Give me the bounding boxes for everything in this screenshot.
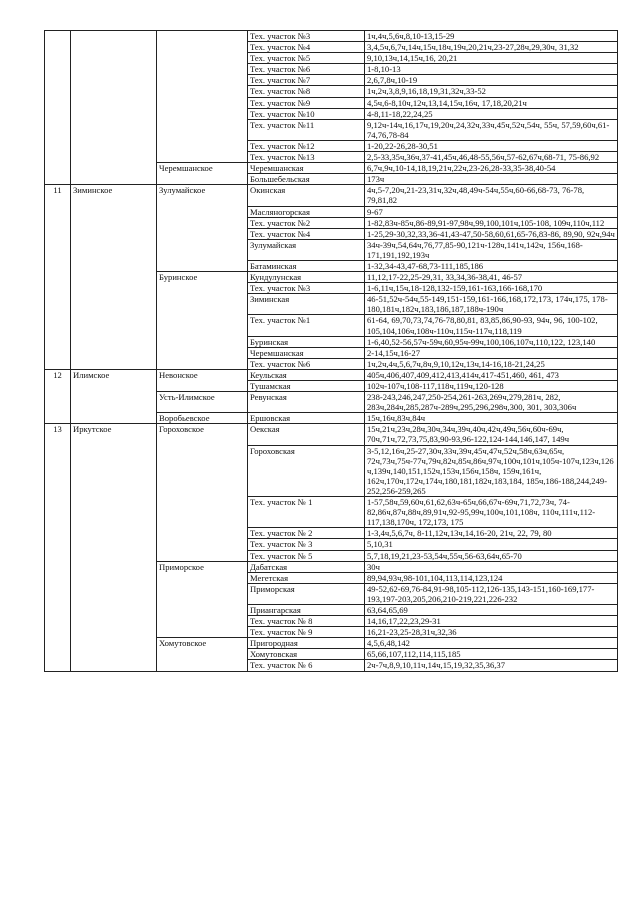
section-cell: Большебельская [248, 174, 365, 185]
forestry-cell: Черемшанское [157, 163, 248, 185]
quarters-cell: 1ч,4ч,5,6ч,8,10-13,15-29 [365, 31, 618, 42]
section-cell: Приморская [248, 583, 365, 604]
quarters-cell: 2ч-7ч,8,9,10,11ч,14ч,15,19,32,35,36,37 [365, 660, 618, 671]
quarters-cell: 5,10,31 [365, 539, 618, 550]
section-cell: Масляногорская [248, 206, 365, 217]
district-cell [71, 31, 157, 185]
quarters-cell: 30ч [365, 561, 618, 572]
section-cell: Дабатская [248, 561, 365, 572]
row-number-cell: 13 [45, 424, 71, 671]
section-cell: Тех. участок № 8 [248, 616, 365, 627]
quarters-cell: 2,5-33,35ч,36ч,37-41,45ч,46,48-55,56ч,57-62,67ч,68-71, 75-86,92 [365, 152, 618, 163]
section-cell: Хомутовская [248, 649, 365, 660]
quarters-cell: 89,94,93ч,98-101,104,113,114,123,124 [365, 572, 618, 583]
quarters-cell: 61-64, 69,70,73,74,76-78,80,81, 83,85,86,90-93, 94ч, 96, 100-102, 105,104,106ч,108ч-110ч,115ч-117ч,118,119 [365, 315, 618, 336]
section-cell: Тех. участок № 6 [248, 660, 365, 671]
forestry-cell: Хомутовское [157, 638, 248, 671]
quarters-cell: 49-52,62-69,76-84,91-98,105-112,126-135,143-151,160-169,177-193,197-203,205,206,210-219,221,226-232 [365, 583, 618, 604]
section-cell: Тех. участок №6 [248, 358, 365, 369]
forestry-cell: Усть-Илимское [157, 392, 248, 413]
section-cell: Тех. участок №4 [248, 228, 365, 239]
forestry-cell: Воробьевское [157, 413, 248, 424]
section-cell: Тех. участок №11 [248, 119, 365, 140]
quarters-cell: 46-51,52ч-54ч,55-149,151-159,161-166,168,172,173, 174ч,175, 178-180,181ч,182ч,183,186,187,188ч-190ч [365, 294, 618, 315]
quarters-cell: 1-20,22-26,28-30,51 [365, 140, 618, 151]
table-row [45, 31, 618, 42]
forestry-cell: Невонское [157, 369, 248, 391]
section-cell: Тех. участок № 5 [248, 550, 365, 561]
section-cell: Тех. участок №13 [248, 152, 365, 163]
forest-quarters-table [44, 30, 618, 672]
section-cell: Тех. участок №2 [248, 217, 365, 228]
quarters-cell: 16,21-23,25-28,31ч,32,36 [365, 627, 618, 638]
section-cell: Тех. участок № 3 [248, 539, 365, 550]
quarters-cell: 1ч,2ч,3,8,9,16,18,19,31,32ч,33-52 [365, 86, 618, 97]
forestry-cell: Буринское [157, 272, 248, 370]
section-cell: Тех. участок №7 [248, 75, 365, 86]
quarters-cell: 1-32,34-43,47-68,73-111,185,186 [365, 260, 618, 271]
forestry-cell: Приморское [157, 561, 248, 638]
district-cell: Зиминское [71, 185, 157, 370]
quarters-cell: 3,4,5ч,6,7ч,14ч,15ч,18ч,19ч,20,21ч,23-27,28ч,29,30ч, 31,32 [365, 42, 618, 53]
section-cell: Тех. участок №9 [248, 97, 365, 108]
section-cell: Батаминская [248, 260, 365, 271]
quarters-cell: 65,66,107,112,114,115,185 [365, 649, 618, 660]
quarters-cell: 9,12ч-14ч,16,17ч,19,20ч,24,32ч,33ч,45ч,52ч,54ч, 55ч, 57,59,60ч,61-74,76,78-84 [365, 119, 618, 140]
forestry-cell: Гороховское [157, 424, 248, 561]
quarters-cell: 14,16,17,22,23,29-31 [365, 616, 618, 627]
quarters-cell: 34ч-39ч,54,64ч,76,77,85-90,121ч-128ч,141ч,142ч, 156ч,168-171,191,192,193ч [365, 239, 618, 260]
section-cell: Тушамская [248, 381, 365, 392]
section-cell: Кундулунская [248, 272, 365, 283]
section-cell: Ревунская [248, 392, 365, 413]
quarters-cell: 2-14,15ч,16-27 [365, 347, 618, 358]
section-cell: Тех. участок №8 [248, 86, 365, 97]
district-cell: Илимское [71, 369, 157, 423]
table-row [45, 424, 618, 445]
section-cell: Тех. участок №5 [248, 53, 365, 64]
quarters-cell: 1-6,40,52-56,57ч-59ч,60,95ч-99ч,100,106,107ч,110,122, 123,140 [365, 336, 618, 347]
section-cell: Зулумайская [248, 239, 365, 260]
section-cell: Тех. участок №12 [248, 140, 365, 151]
row-number-cell [45, 31, 71, 185]
section-cell: Кеульская [248, 369, 365, 380]
quarters-cell: 4,5ч,6-8,10ч,12ч,13,14,15ч,16ч, 17,18,20,21ч [365, 97, 618, 108]
quarters-cell: 1-8,10-13 [365, 64, 618, 75]
quarters-cell: 1-57,58ч,59,60ч,61,62,63ч-65ч,66,67ч-69ч,71,72,73ч, 74-82,86ч,87ч,88ч,89,91ч,92-95,99ч,100ч,101,108ч, 110ч,111ч,112-117,138,170ч, 172,173, 175 [365, 497, 618, 528]
quarters-cell: 1-25,29-30,32,33,36-41,43-47,50-58,60,61,65-76,83-86, 89,90, 92ч,94ч [365, 228, 618, 239]
quarters-cell: 1ч,2ч,4ч,5,6,7ч,8ч,9,10,12ч,13ч,14-16,18-21,24,25 [365, 358, 618, 369]
section-cell: Тех. участок №10 [248, 108, 365, 119]
quarters-cell: 1-6,11ч,15ч,18-128,132-159,161-163,166-168,170 [365, 283, 618, 294]
row-number-cell: 12 [45, 369, 71, 423]
forestry-cell [157, 31, 248, 163]
forestry-cell: Зулумайское [157, 185, 248, 272]
section-cell: Пригородная [248, 638, 365, 649]
row-number-cell: 11 [45, 185, 71, 370]
quarters-cell: 4,5,6,48,142 [365, 638, 618, 649]
section-cell: Тех. участок № 1 [248, 497, 365, 528]
quarters-cell: 11,12,17-22,25-29,31, 33,34,36-38,41, 46-57 [365, 272, 618, 283]
quarters-cell: 405ч,406,407,409,412,413,414ч,417-451,460, 461, 473 [365, 369, 618, 380]
quarters-cell: 9,10,13ч,14,15ч,16, 20,21 [365, 53, 618, 64]
quarters-cell: 173ч [365, 174, 618, 185]
quarters-cell: 4ч,5-7,20ч,21-23,31ч,32ч,48,49ч-54ч,55ч,60-66,68-73, 76-78, 79,81,82 [365, 185, 618, 206]
section-cell: Тех. участок №4 [248, 42, 365, 53]
quarters-cell: 1-3,4ч,5,6,7ч, 8-11,12ч,13ч,14,16-20, 21ч, 22, 79, 80 [365, 528, 618, 539]
section-cell: Тех. участок №3 [248, 283, 365, 294]
section-cell: Оекская [248, 424, 365, 445]
section-cell: Мегетская [248, 572, 365, 583]
section-cell: Окинская [248, 185, 365, 206]
section-cell: Тех. участок №3 [248, 31, 365, 42]
quarters-cell: 5,7,18,19,21,23-53,54ч,55ч,56-63,64ч,65-70 [365, 550, 618, 561]
quarters-cell: 238-243,246,247,250-254,261-263,269ч,279,281ч, 282, 283ч,284ч,285,287ч-289ч,295,296,298ч,300, 301, 303,306ч [365, 392, 618, 413]
section-cell: Тех. участок № 9 [248, 627, 365, 638]
quarters-cell: 4-8,11-18,22,24,25 [365, 108, 618, 119]
table-row [45, 185, 618, 206]
table-row [45, 369, 618, 380]
quarters-cell: 102ч-107ч,108-117,118ч,119ч,120-128 [365, 381, 618, 392]
table-body [45, 31, 618, 672]
quarters-cell: 1-82,83ч-85ч,86-89,91-97,98ч,99,100,101ч,105-108, 109ч,110ч,112 [365, 217, 618, 228]
section-cell: Тех. участок №6 [248, 64, 365, 75]
quarters-cell: 2,6,7,8ч,10-19 [365, 75, 618, 86]
section-cell: Зиминская [248, 294, 365, 315]
quarters-cell: 6,7ч,9ч,10-14,18,19,21ч,22ч,23-26,28-33,35-38,40-54 [365, 163, 618, 174]
district-cell: Иркутское [71, 424, 157, 671]
quarters-cell: 15ч,16ч,83ч,84ч [365, 413, 618, 424]
section-cell: Черемшанская [248, 347, 365, 358]
section-cell: Буринская [248, 336, 365, 347]
section-cell: Тех. участок № 2 [248, 528, 365, 539]
quarters-cell: 15ч,21ч,23ч,28ч,30ч,34ч,39ч,40ч,42ч,49ч,56ч,60ч-69ч, 70ч,71ч,72,73,75,83,90-93,96-122,124-144,146,147, 149ч [365, 424, 618, 445]
section-cell: Ершовская [248, 413, 365, 424]
quarters-cell: 9-67 [365, 206, 618, 217]
quarters-cell: 3-5,12,16ч,25-27,30ч,33ч,39ч,45ч,47ч,52ч,58ч,63ч,65ч, 72ч,73ч,75ч-77ч,79ч,82ч,85ч,86ч,97ч,100ч,101ч,105ч-107ч,123ч,126ч,139ч,140,151,152ч,153ч,156ч,158ч, 159ч,161ч, 162ч,170ч,172ч,174ч,180,181,182ч,183,184, 185ч,186-188,244,249-252,256-259,265 [365, 445, 618, 496]
section-cell: Приангарская [248, 604, 365, 615]
section-cell: Черемшанская [248, 163, 365, 174]
section-cell: Тех. участок №1 [248, 315, 365, 336]
quarters-cell: 63,64,65,69 [365, 604, 618, 615]
section-cell: Гороховская [248, 445, 365, 496]
